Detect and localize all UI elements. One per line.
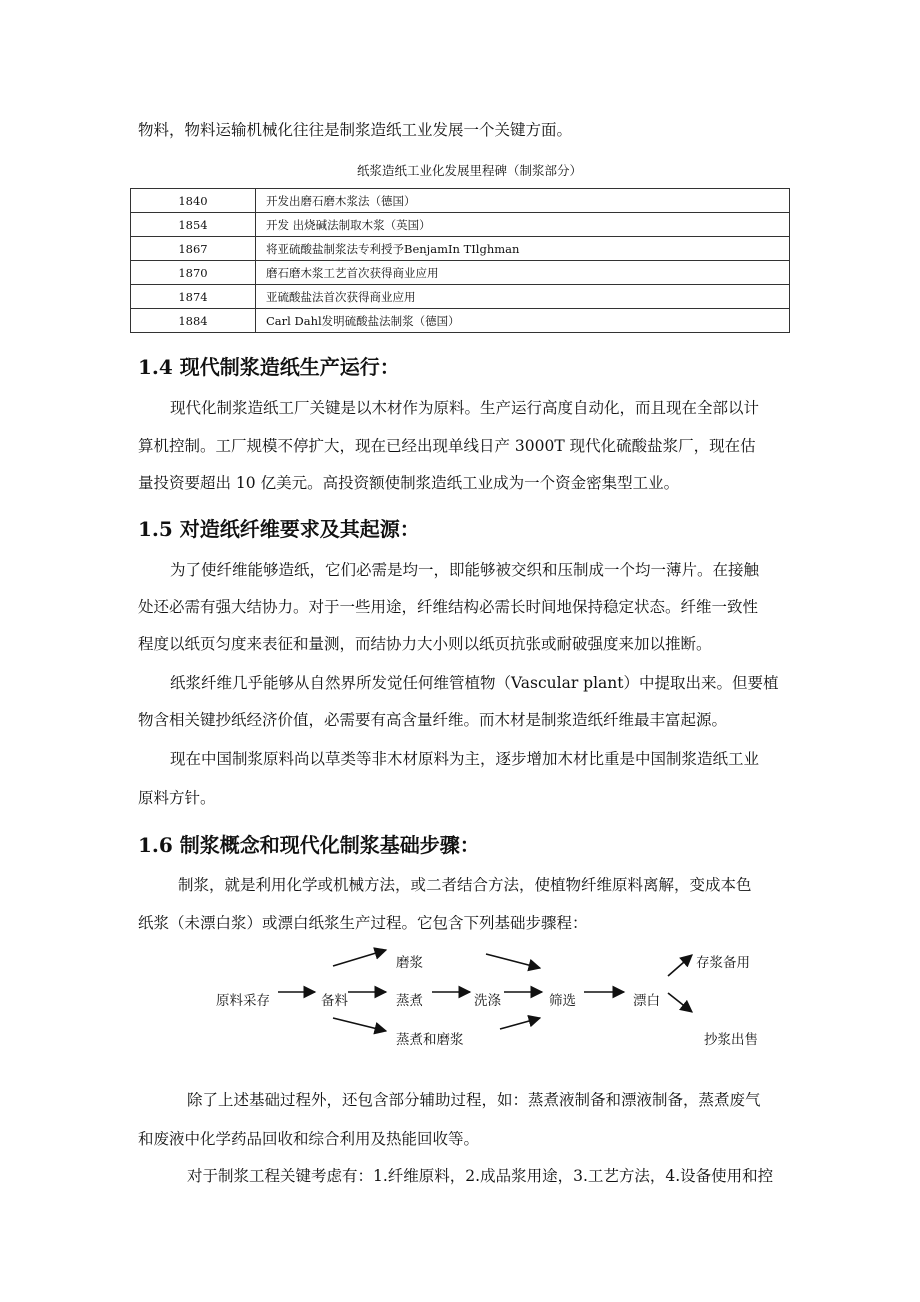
section-1-4-heading: 1.4 现代制浆造纸生产运行： (138, 355, 400, 379)
paragraph-line: 纸浆纤维几乎能够从自然界所发觉任何维管植物（Vascular plant）中提取出来。但要植 (170, 674, 779, 692)
arrow (500, 1018, 540, 1029)
section-1-5-heading: 1.5 对造纸纤维要求及其起源： (138, 517, 420, 541)
arrow (333, 1018, 386, 1031)
intro-line: 物料，物料运输机械化往往是制浆造纸工业发展一个关键方面。 (138, 121, 573, 139)
year-cell: 1840 (131, 189, 256, 213)
year-cell: 1870 (131, 261, 256, 285)
arrow (333, 950, 386, 966)
event-cell: 亚硫酸盐法首次获得商业应用 (256, 285, 790, 309)
paragraph-line: 为了使纤维能够造纸，它们必需是均一，即能够被交织和压制成一个均一薄片。在接触 (170, 561, 760, 579)
node-cook-grind: 蒸煮和磨浆 (396, 1032, 464, 1048)
arrow (486, 954, 540, 968)
year-cell: 1884 (131, 309, 256, 333)
node-washing: 洗涤 (474, 993, 501, 1009)
paragraph-line: 除了上述基础过程外，还包含部分辅助过程，如：蒸煮液制备和漂液制备，蒸煮废气 (187, 1091, 761, 1109)
paragraph-line: 处还必需有强大结协力。对于一些用途，纤维结构必需长时间地保持稳定状态。纤维一致性 (138, 598, 759, 616)
table-row (131, 261, 790, 285)
paragraph-line: 物含相关键抄纸经济价值，必需要有高含量纤维。而木材是制浆造纸纤维最丰富起源。 (138, 711, 728, 729)
table-row (131, 213, 790, 237)
paragraph-line: 和废液中化学药品回收和综合利用及热能回收等。 (138, 1130, 480, 1148)
year-cell: 1854 (131, 213, 256, 237)
arrow (668, 955, 692, 976)
node-bleaching: 漂白 (633, 993, 660, 1009)
table-row (131, 285, 790, 309)
paragraph-line: 现在中国制浆原料尚以草类等非木材原料为主，逐步增加木材比重是中国制浆造纸工业 (170, 750, 760, 768)
pulping-flow-diagram (200, 945, 780, 1055)
year-cell: 1867 (131, 237, 256, 261)
paragraph-line: 制浆，就是利用化学或机械方法，或二者结合方法，使植物纤维原料离解，变成本色 (178, 876, 752, 894)
section-1-6-heading: 1.6 制浆概念和现代化制浆基础步骤： (138, 833, 480, 857)
paragraph-line: 纸浆（未漂白浆）或漂白纸浆生产过程。它包含下列基础步骤程： (138, 914, 588, 932)
event-cell: 磨石磨木浆工艺首次获得商业应用 (256, 261, 790, 285)
arrow (668, 993, 692, 1012)
node-prep: 备料 (321, 993, 348, 1009)
event-cell: 开发 出烧碱法制取木浆（英国） (256, 213, 790, 237)
paragraph-line: 对于制浆工程关键考虑有：1.纤维原料，2.成品浆用途，3.工艺方法，4.设备使用和控 (187, 1167, 774, 1185)
node-cooking: 蒸煮 (396, 993, 423, 1009)
event-cell: Carl Dahl发明硫酸盐法制浆（德国） (256, 309, 790, 333)
paragraph-line: 算机控制。工厂规模不停扩大，现在已经出现单线日产 3000T 现代化硫酸盐浆厂，现在估 (138, 437, 756, 455)
milestone-table (130, 188, 790, 333)
node-raw-storage: 原料采存 (216, 993, 270, 1009)
table-row (131, 237, 790, 261)
node-grinding: 磨浆 (396, 955, 423, 971)
node-storage: 存浆备用 (696, 955, 750, 971)
year-cell: 1874 (131, 285, 256, 309)
paragraph-line: 量投资要超出 10 亿美元。高投资额使制浆造纸工业成为一个资金密集型工业。 (138, 474, 680, 492)
paragraph-line: 现代化制浆造纸工厂关键是以木材作为原料。生产运行高度自动化，而且现在全部以计 (170, 399, 760, 417)
paragraph-line: 程度以纸页匀度来表征和量测，而结协力大小则以纸页抗张或耐破强度来加以推断。 (138, 635, 712, 653)
table-row (131, 309, 790, 333)
table-caption: 纸浆造纸工业化发展里程碑（制浆部分） (357, 163, 583, 178)
event-cell: 将亚硫酸盐制浆法专利授予BenjamIn TIlghman (256, 237, 790, 261)
event-cell: 开发出磨石磨木浆法（德国） (256, 189, 790, 213)
paragraph-line: 原料方针。 (138, 789, 216, 807)
node-screening: 筛选 (549, 993, 576, 1009)
node-sale: 抄浆出售 (704, 1032, 758, 1048)
table-row (131, 189, 790, 213)
